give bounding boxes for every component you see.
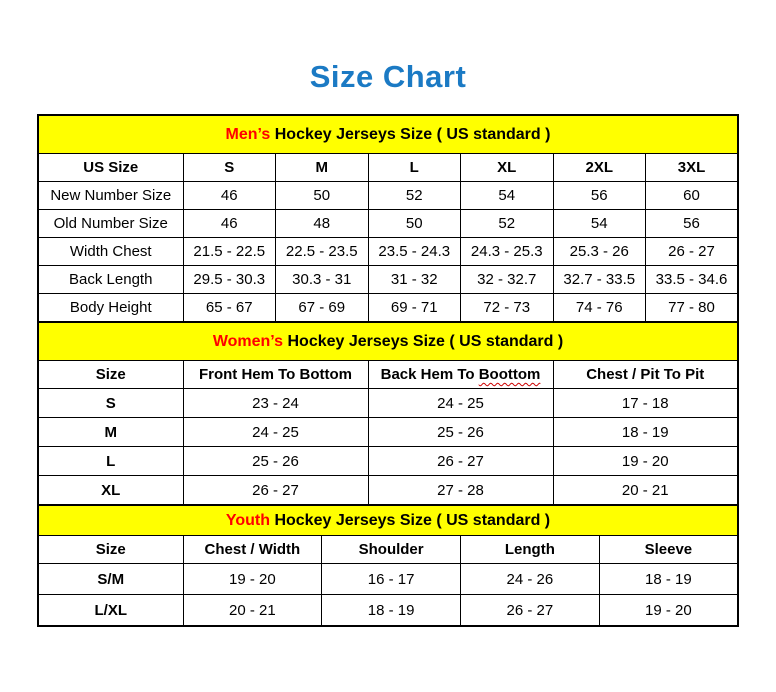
value-cell: 29.5 - 30.3 (183, 266, 276, 294)
value-cell: 19 - 20 (183, 564, 322, 595)
value-cell: 24 - 25 (183, 418, 368, 447)
value-cell: 74 - 76 (553, 294, 646, 323)
column-header: US Size (38, 154, 183, 182)
mens-size-table (37, 114, 739, 323)
value-cell: 72 - 73 (461, 294, 554, 323)
value-cell: 22.5 - 23.5 (276, 238, 369, 266)
table-row (38, 294, 738, 323)
row-label: New Number Size (38, 182, 183, 210)
table-row (38, 210, 738, 238)
mens-table-title (38, 115, 738, 154)
column-header-text: Back Hem To (380, 366, 479, 384)
value-cell: 48 (276, 210, 369, 238)
value-cell: 24 - 26 (461, 564, 600, 595)
value-cell: 16 - 17 (322, 564, 461, 595)
value-cell: 19 - 20 (599, 595, 738, 627)
size-label: M (38, 418, 183, 447)
column-header: XL (461, 154, 554, 182)
value-cell: 18 - 19 (599, 564, 738, 595)
youth-table-title (38, 505, 738, 536)
value-cell: 77 - 80 (646, 294, 739, 323)
value-cell: 52 (368, 182, 461, 210)
table-row (38, 595, 738, 627)
table-header-row (38, 361, 738, 389)
mens-title-text: Hockey Jerseys Size ( US standard ) (274, 125, 551, 143)
size-label: XL (38, 476, 183, 506)
womens-size-table (37, 321, 739, 506)
value-cell: 26 - 27 (183, 476, 368, 506)
value-cell: 27 - 28 (368, 476, 553, 506)
table-row (38, 418, 738, 447)
value-cell: 20 - 21 (183, 595, 322, 627)
table-header-row (38, 536, 738, 564)
row-label: Back Length (38, 266, 183, 294)
value-cell: 52 (461, 210, 554, 238)
youth-size-table (37, 504, 739, 627)
table-row (38, 564, 738, 595)
column-header: S (183, 154, 276, 182)
column-header: 2XL (553, 154, 646, 182)
value-cell: 46 (183, 182, 276, 210)
value-cell: 18 - 19 (553, 418, 738, 447)
value-cell: 54 (461, 182, 554, 210)
womens-title-text: Hockey Jerseys Size ( US standard ) (287, 332, 564, 350)
row-label: Width Chest (38, 238, 183, 266)
value-cell: 24.3 - 25.3 (461, 238, 554, 266)
youth-title-text: Hockey Jerseys Size ( US standard ) (274, 511, 551, 529)
size-label: S (38, 389, 183, 418)
column-header: Front Hem To Bottom (183, 361, 368, 389)
mens-title-highlight: Men’s (225, 125, 271, 143)
youth-title-highlight: Youth (225, 511, 270, 529)
youth-band-row (38, 505, 738, 536)
womens-table-title (38, 322, 738, 361)
page-title: Size Chart (309, 59, 467, 94)
value-cell: 60 (646, 182, 739, 210)
table-row (38, 389, 738, 418)
value-cell: 46 (183, 210, 276, 238)
row-label: Body Height (38, 294, 183, 323)
value-cell: 32 - 32.7 (461, 266, 554, 294)
column-header-back-hem (368, 361, 553, 389)
value-cell: 65 - 67 (183, 294, 276, 323)
value-cell: 25.3 - 26 (553, 238, 646, 266)
value-cell: 25 - 26 (183, 447, 368, 476)
value-cell: 26 - 27 (646, 238, 739, 266)
value-cell: 56 (646, 210, 739, 238)
size-label: L (38, 447, 183, 476)
mens-band-row (38, 115, 738, 154)
size-chart-tables (37, 114, 739, 627)
value-cell: 26 - 27 (368, 447, 553, 476)
value-cell: 19 - 20 (553, 447, 738, 476)
column-header: Size (38, 536, 183, 564)
value-cell: 23 - 24 (183, 389, 368, 418)
value-cell: 50 (368, 210, 461, 238)
row-label: Old Number Size (38, 210, 183, 238)
value-cell: 50 (276, 182, 369, 210)
value-cell: 24 - 25 (368, 389, 553, 418)
column-header: Chest / Width (183, 536, 322, 564)
column-header: Shoulder (322, 536, 461, 564)
value-cell: 67 - 69 (276, 294, 369, 323)
column-header: Length (461, 536, 600, 564)
column-header: L (368, 154, 461, 182)
table-header-row (38, 154, 738, 182)
value-cell: 32.7 - 33.5 (553, 266, 646, 294)
table-row (38, 447, 738, 476)
table-row (38, 476, 738, 506)
value-cell: 33.5 - 34.6 (646, 266, 739, 294)
value-cell: 20 - 21 (553, 476, 738, 506)
value-cell: 69 - 71 (368, 294, 461, 323)
womens-title-highlight: Women’s (212, 332, 284, 350)
size-label: S/M (38, 564, 183, 595)
value-cell: 30.3 - 31 (276, 266, 369, 294)
value-cell: 56 (553, 182, 646, 210)
size-label: L/XL (38, 595, 183, 627)
table-row (38, 238, 738, 266)
value-cell: 54 (553, 210, 646, 238)
value-cell: 25 - 26 (368, 418, 553, 447)
misspelled-word-wavy-underline: Boottom (478, 366, 541, 384)
womens-band-row (38, 322, 738, 361)
value-cell: 21.5 - 22.5 (183, 238, 276, 266)
column-header: 3XL (646, 154, 739, 182)
value-cell: 18 - 19 (322, 595, 461, 627)
value-cell: 23.5 - 24.3 (368, 238, 461, 266)
column-header: Sleeve (599, 536, 738, 564)
column-header: Size (38, 361, 183, 389)
value-cell: 17 - 18 (553, 389, 738, 418)
table-row (38, 266, 738, 294)
table-row (38, 182, 738, 210)
value-cell: 31 - 32 (368, 266, 461, 294)
value-cell: 26 - 27 (461, 595, 600, 627)
column-header: M (276, 154, 369, 182)
column-header: Chest / Pit To Pit (553, 361, 738, 389)
